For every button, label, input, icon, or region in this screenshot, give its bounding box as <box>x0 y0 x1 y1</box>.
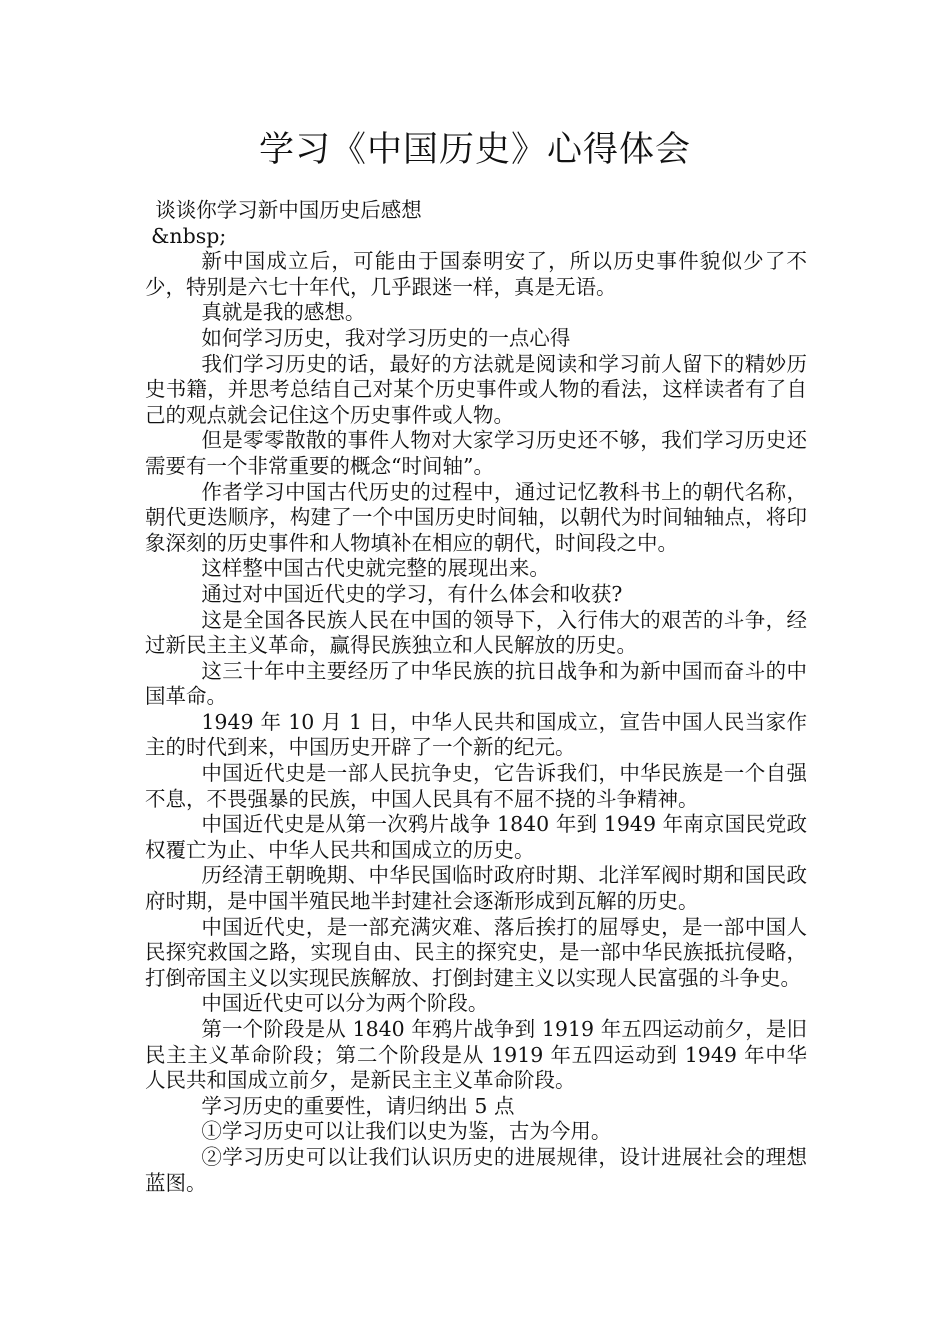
paragraph: ①学习历史可以让我们以史为鉴，古为今用。 <box>201 1119 612 1144</box>
paragraph: 谈谈你学习新中国历史后感想 <box>155 198 422 222</box>
paragraph: 新中国成立后，可能由于国泰明安了，所以历史事件貌似少了不少，特别是六七十年代，几乎跟迷一样，真是无语。 <box>145 249 807 299</box>
paragraph: 作者学习中国古代历史的过程中，通过记忆教科书上的朝代名称，朝代更迭顺序，构建了一个中国历史时间轴，以朝代为时间轴轴点，将印象深刻的历史事件和人物填补在相应的朝代，时间段之中。 <box>145 479 807 555</box>
document-body <box>145 198 807 1196</box>
paragraph: 我们学习历史的话，最好的方法就是阅读和学习前人留下的精妙历史书籍，并思考总结自己对某个历史事件或人物的看法，这样读者有了自己的观点就会记住这个历史事件或人物。 <box>145 351 807 427</box>
paragraph: 通过对中国近代史的学习，有什么体会和收获? <box>201 581 623 606</box>
paragraph: 真就是我的感想。 <box>201 300 366 325</box>
document-title: 学习《中国历史》心得体会 <box>258 130 691 170</box>
paragraph: 中国近代史可以分为两个阶段。 <box>201 991 489 1016</box>
paragraph: 如何学习历史，我对学习历史的一点心得 <box>201 325 571 350</box>
paragraph: 中国近代史是一部人民抗争史，它告诉我们，中华民族是一个自强不息，不畏强暴的民族，中国人民具有不屈不挠的斗争精神。 <box>145 761 807 811</box>
paragraph: 学习历史的重要性，请归纳出 5 点 <box>201 1093 515 1118</box>
paragraph: ②学习历史可以让我们认识历史的进展规律，设计进展社会的理想蓝图。 <box>145 1144 807 1195</box>
paragraph: 1949 年 10 月 1 日，中华人民共和国成立，宣告中国人民当家作主的时代到来，中国历史开辟了一个新的纪元。 <box>145 709 807 760</box>
paragraph: 中国近代史，是一部充满灾难、落后挨打的屈辱史，是一部中国人民探究救国之路，实现自由、民主的探究史，是一部中华民族抵抗侵略，打倒帝国主义以实现民族解放、打倒封建主义以实现人民富强的斗争史。 <box>145 914 807 990</box>
paragraph: 历经清王朝晚期、中华民国临时政府时期、北洋军阀时期和国民政府时期，是中国半殖民地半封建社会逐渐形成到瓦解的历史。 <box>145 863 807 914</box>
paragraph: 这是全国各民族人民在中国的领导下，入行伟大的艰苦的斗争，经过新民主主义革命，赢得民族独立和人民解放的历史。 <box>145 607 807 658</box>
paragraph: 但是零零散散的事件人物对大家学习历史还不够，我们学习历史还需要有一个非常重要的概念“时间轴”。 <box>145 428 807 478</box>
paragraph: 这三十年中主要经历了中华民族的抗日战争和为新中国而奋斗的中国革命。 <box>145 658 807 709</box>
paragraph: 第一个阶段是从 1840 年鸦片战争到 1919 年五四运动前夕，是旧民主主义革命阶段；第二个阶段是从 1919 年五四运动到 1949 年中华人民共和国成立前夕，是新民主主义革命阶段。 <box>145 1017 807 1093</box>
paragraph: 中国近代史是从第一次鸦片战争 1840 年到 1949 年南京国民党政权覆亡为止、中华人民共和国成立的历史。 <box>145 812 807 862</box>
paragraph: &nbsp; <box>151 223 227 248</box>
paragraph: 这样整中国古代史就完整的展现出来。 <box>201 556 550 581</box>
